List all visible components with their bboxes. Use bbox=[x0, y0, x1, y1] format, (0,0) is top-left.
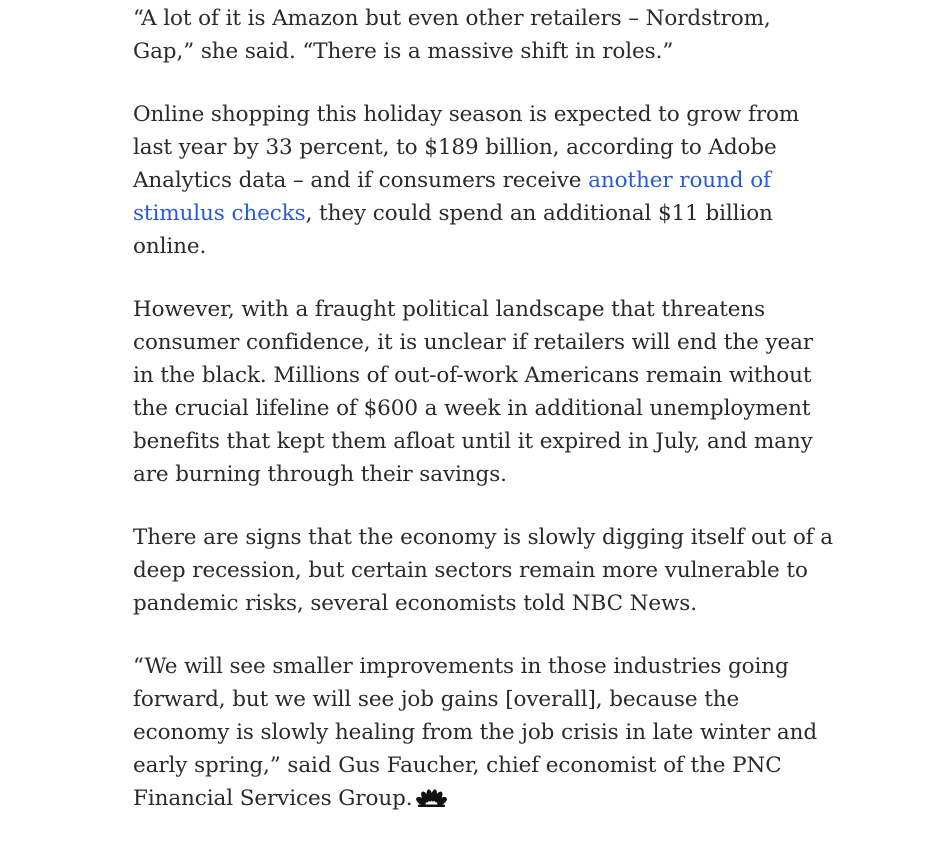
nbc-peacock-icon bbox=[415, 784, 447, 817]
paragraph-1-text: “A lot of it is Amazon but even other retailers – Nordstrom, Gap,” she said. “There is a massive shift in roles.” bbox=[133, 6, 771, 64]
paragraph-1 bbox=[133, 2, 833, 68]
stimulus-checks-link[interactable]: another round of stimulus checks bbox=[133, 168, 771, 226]
paragraph-3 bbox=[133, 293, 833, 491]
paragraph-2 bbox=[133, 98, 833, 263]
paragraph-5-text: “We will see smaller improvements in those industries going forward, but we will see job gains [overall], because the economy is slowly healing from the job crisis in late winter and early spring,” said Gus Faucher, chief economist of the PNC Financial Services Group. bbox=[133, 654, 818, 811]
paragraph-2-text-after: , they could spend an additional $11 billion online. bbox=[133, 201, 773, 259]
paragraph-2-text-before: Online shopping this holiday season is expected to grow from last year by 33 percent, to $189 billion, according to Adobe Analytics data – and if consumers receive bbox=[133, 102, 800, 193]
paragraph-3-text: However, with a fraught political landscape that threatens consumer confidence, it is unclear if retailers will end the year in the black. Millions of out-of-work Americans remain without the crucial lifeline of $600 a week in additional unemployment benefits that kept them afloat until it expired in July, and many are burning through their savings. bbox=[133, 297, 814, 487]
paragraph-5 bbox=[133, 650, 833, 817]
paragraph-4 bbox=[133, 521, 833, 620]
article-body bbox=[133, 0, 833, 847]
paragraph-4-text: There are signs that the economy is slowly digging itself out of a deep recession, but certain sectors remain more vulnerable to pandemic risks, several economists told NBC News. bbox=[133, 525, 833, 616]
